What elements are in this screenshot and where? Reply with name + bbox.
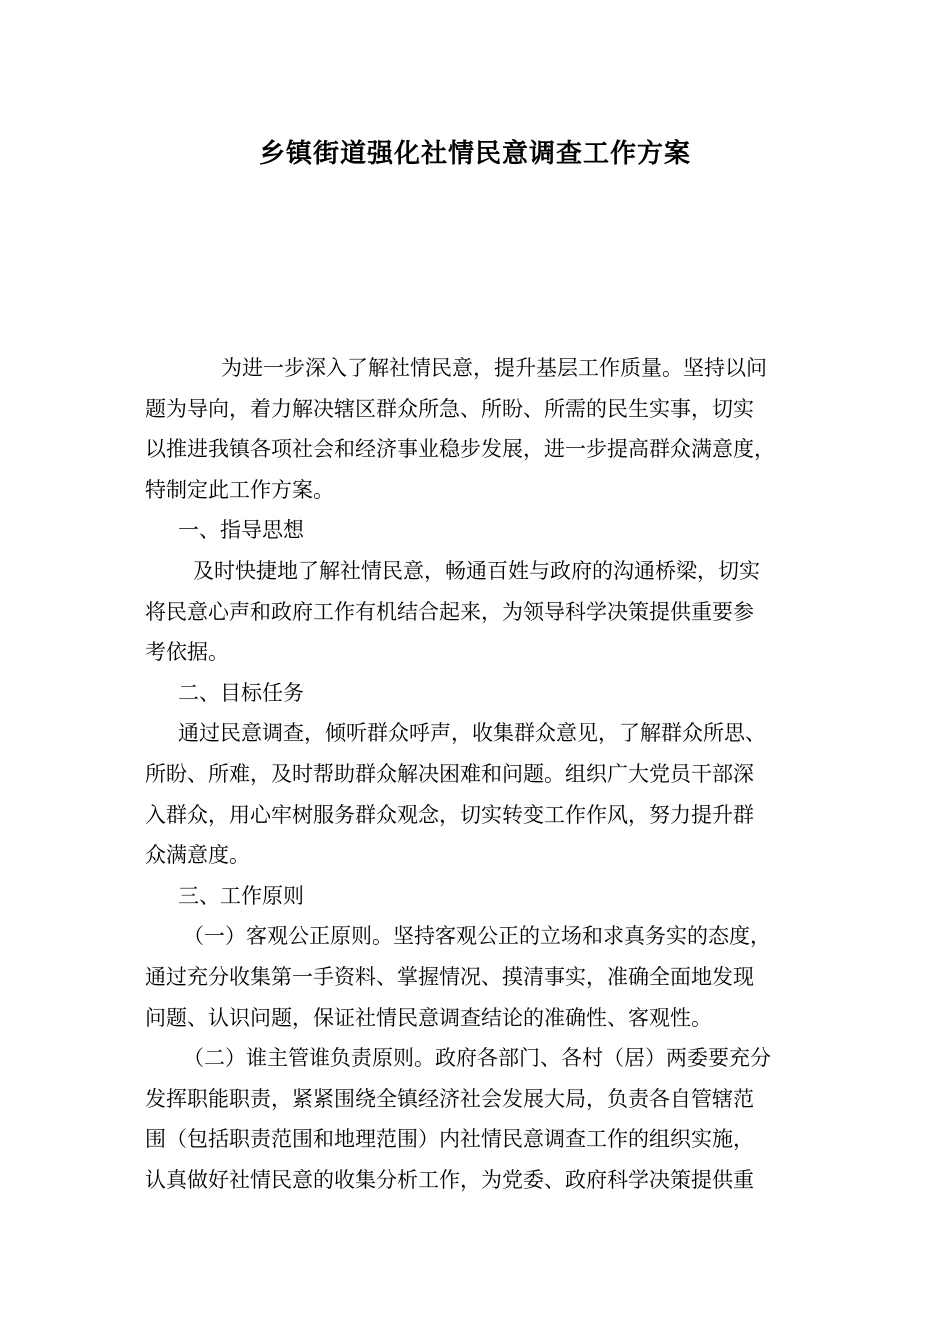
paragraph-line: 问题、认识问题，保证社情民意调查结论的准确性、客观性。 [145,1005,712,1030]
paragraph-line: （一）客观公正原则。坚持客观公正的立场和求真务实的态度， [183,924,771,949]
paragraph-line: 通过民意调查，倾听群众呼声，收集群众意见，了解群众所思、 [178,721,766,746]
paragraph-line: 众满意度。 [145,843,250,868]
paragraph-line: 考依据。 [145,640,229,665]
paragraph-line: 入群众，用心牢树服务群众观念，切实转变工作作风，努力提升群 [145,802,754,827]
section-heading: 三、工作原则 [178,883,304,908]
section-heading: 二、目标任务 [178,680,304,705]
document-body [145,348,835,1200]
paragraph-line: 为进一步深入了解社情民意，提升基层工作质量。坚持以问 [221,356,767,380]
paragraph-line: 将民意心声和政府工作有机结合起来，为领导科学决策提供重要参 [145,599,754,624]
document-title: 乡镇街道强化社情民意调查工作方案 [258,139,691,169]
paragraph-line: 认真做好社情民意的收集分析工作，为党委、政府科学决策提供重 [145,1167,754,1192]
paragraph-line: 围（包括职责范围和地理范围）内社情民意调查工作的组织实施， [145,1127,754,1152]
paragraph-line: 题为导向，着力解决辖区群众所急、所盼、所需的民生实事，切实 [145,396,754,421]
paragraph-line: 以推进我镇各项社会和经济事业稳步发展，进一步提高群众满意度， [145,437,775,462]
section-heading: 一、指导思想 [178,518,304,543]
paragraph-line: 通过充分收集第一手资料、掌握情况、摸清事实，准确全面地发现 [145,964,754,989]
paragraph-line: （二）谁主管谁负责原则。政府各部门、各村（居）两委要充分 [183,1046,771,1071]
paragraph-line: 发挥职能职责，紧紧围绕全镇经济社会发展大局，负责各自管辖范 [145,1086,754,1111]
paragraph-line: 特制定此工作方案。 [145,477,334,502]
paragraph-line: 所盼、所难，及时帮助群众解决困难和问题。组织广大党员干部深 [145,761,754,786]
paragraph-line: 及时快捷地了解社情民意，畅通百姓与政府的沟通桥梁，切实 [193,558,760,583]
